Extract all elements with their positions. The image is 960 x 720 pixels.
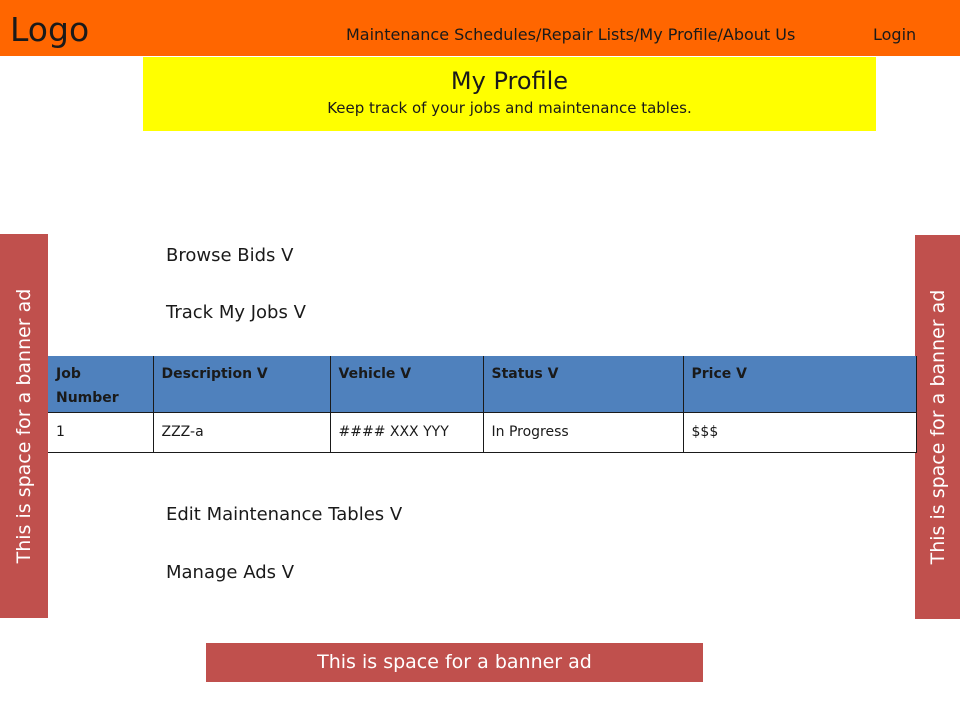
bottom-banner-ad[interactable]: This is space for a banner ad bbox=[206, 643, 703, 682]
left-banner-ad[interactable] bbox=[0, 234, 48, 618]
track-my-jobs-dropdown[interactable]: Track My Jobs V bbox=[166, 302, 306, 323]
logo[interactable]: Logo bbox=[10, 10, 90, 49]
manage-ads-dropdown[interactable]: Manage Ads V bbox=[166, 562, 295, 583]
cell-vehicle: #### XXX YYY bbox=[330, 412, 483, 452]
right-banner-ad[interactable] bbox=[915, 235, 960, 619]
login-link[interactable]: Login bbox=[873, 25, 917, 44]
col-header-description[interactable]: Description V bbox=[153, 356, 330, 412]
table-row[interactable] bbox=[48, 412, 916, 452]
top-nav-bar bbox=[0, 0, 960, 56]
nav-links[interactable]: Maintenance Schedules/Repair Lists/My Profile/About Us bbox=[346, 25, 796, 44]
cell-description: ZZZ-a bbox=[153, 412, 330, 452]
edit-maintenance-tables-dropdown[interactable]: Edit Maintenance Tables V bbox=[166, 504, 403, 525]
col-header-status[interactable]: Status V bbox=[483, 356, 683, 412]
page-subtitle: Keep track of your jobs and maintenance tables. bbox=[327, 99, 692, 117]
page-header-banner bbox=[143, 57, 876, 131]
col-header-job-number[interactable]: Job Number bbox=[48, 356, 153, 412]
left-banner-ad-text: This is space for a banner ad bbox=[13, 288, 35, 564]
table-header-row bbox=[48, 356, 916, 412]
page-title: My Profile bbox=[450, 67, 569, 95]
col-header-vehicle[interactable]: Vehicle V bbox=[330, 356, 483, 412]
col-header-price[interactable]: Price V bbox=[683, 356, 916, 412]
cell-status: In Progress bbox=[483, 412, 683, 452]
cell-job-number: 1 bbox=[48, 412, 153, 452]
browse-bids-dropdown[interactable]: Browse Bids V bbox=[166, 245, 294, 266]
right-banner-ad-text: This is space for a banner ad bbox=[926, 289, 949, 565]
jobs-table bbox=[48, 356, 917, 453]
cell-price: $$$ bbox=[683, 412, 916, 452]
